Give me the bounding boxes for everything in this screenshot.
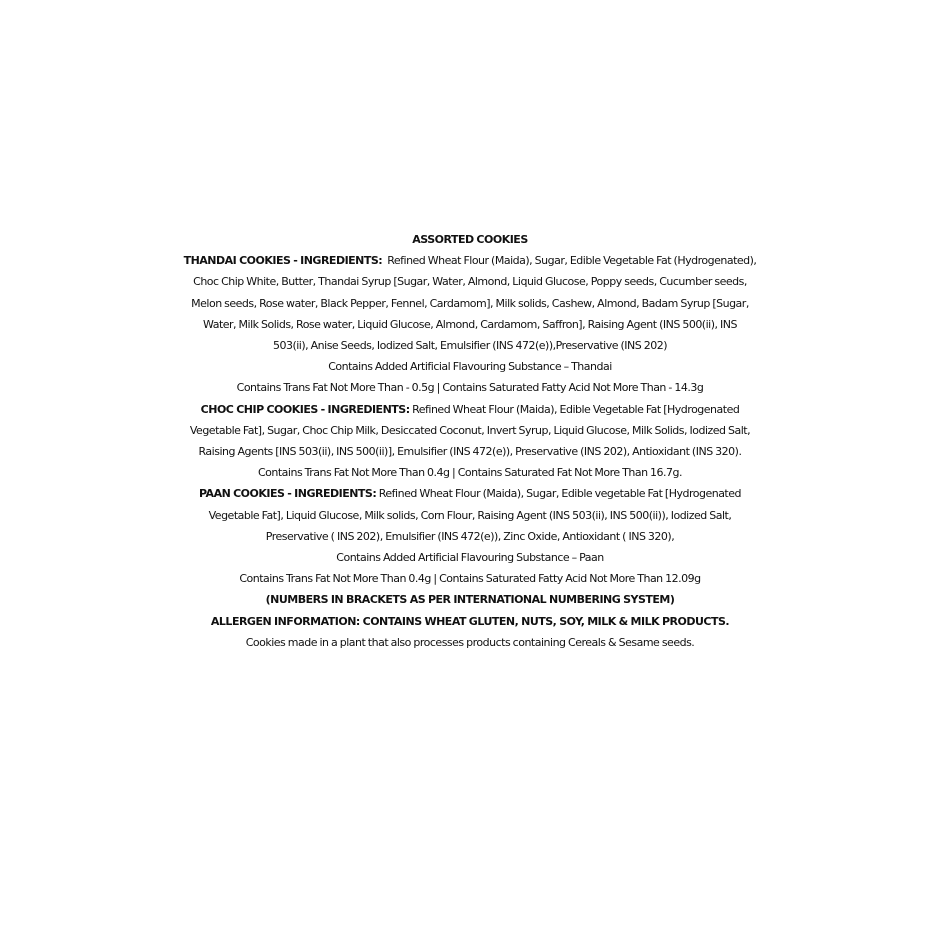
paan-heading-line [0,483,940,504]
thandai-ingredients-line: Water, Milk Solids, Rose water, Liquid Glucose, Almond, Cardamom, Saffron], Raising Agent (INS 500(ii), INS [203,317,737,331]
paan-ingredients-line: Vegetable Fat], Liquid Glucose, Milk solids, Corn Flour, Raising Agent (INS 503(ii), INS 500(ii)), Iodized Salt, [208,508,732,522]
thandai-ingredients-line: Choc Chip White, Butter, Thandai Syrup [Sugar, Water, Almond, Liquid Glucose, Poppy seeds, Cucumber seeds, [193,275,747,289]
chocchip-ingredients-line: Raising Agents [INS 503(ii), INS 500(ii)], Emulsifier (INS 472(e)), Preservative (INS 202), Antioxidant (INS 320). [198,445,742,459]
thandai-ingredients-line: 503(ii), Anise Seeds, Iodized Salt, Emulsifier (INS 472(e)),Preservative (INS 202) [272,339,668,353]
paan-fat-note: Contains Trans Fat Not More Than 0.4g | Contains Saturated Fatty Acid Not More Than 12.09g [239,572,701,586]
thandai-ingredients-line: Melon seeds, Rose water, Black Pepper, Fennel, Cardamom], Milk solids, Cashew, Almond, Badam Syrup [Sugar, [191,296,749,310]
ins-note: (NUMBERS IN BRACKETS AS PER INTERNATIONAL NUMBERING SYSTEM) [265,593,675,607]
thandai-flavour-note: Contains Added Artificial Flavouring Substance – Thandai [328,360,612,374]
ingredients-label [0,229,940,653]
thandai-fat-note: Contains Trans Fat Not More Than - 0.5g | Contains Saturated Fatty Acid Not More Than - 14.3g [236,381,704,395]
paan-heading: PAAN COOKIES - INGREDIENTS: [199,487,377,501]
chocchip-ingredients-line: Refined Wheat Flour (Maida), Edible Vegetable Fat [Hydrogenated [412,402,740,416]
paan-ingredients-line: Preservative ( INS 202), Emulsifier (INS 472(e)), Zinc Oxide, Antioxidant ( INS 320), [265,529,675,543]
chocchip-heading: CHOC CHIP COOKIES - INGREDIENTS: [200,402,410,416]
plant-note: Cookies made in a plant that also processes products containing Cereals & Sesame seeds. [245,635,695,649]
paan-ingredients-line: Refined Wheat Flour (Maida), Sugar, Edible vegetable Fat [Hydrogenated [378,487,741,501]
allergen-information: ALLERGEN INFORMATION: CONTAINS WHEAT GLUTEN, NUTS, SOY, MILK & MILK PRODUCTS. [210,614,730,628]
chocchip-heading-line [0,399,940,420]
thandai-heading-line [0,250,940,271]
paan-flavour-note: Contains Added Artificial Flavouring Substance – Paan [336,551,604,565]
thandai-ingredients-line: Refined Wheat Flour (Maida), Sugar, Edible Vegetable Fat (Hydrogenated), [387,254,757,268]
thandai-heading: THANDAI COOKIES - INGREDIENTS: [183,254,383,268]
chocchip-fat-note: Contains Trans Fat Not More Than 0.4g | Contains Saturated Fat Not More Than 16.7g. [257,466,683,480]
label-title: ASSORTED COOKIES [412,233,528,246]
chocchip-ingredients-line: Vegetable Fat], Sugar, Choc Chip Milk, Desiccated Coconut, Invert Syrup, Liquid Glucose, Milk Solids, Iodized Salt, [189,423,751,437]
